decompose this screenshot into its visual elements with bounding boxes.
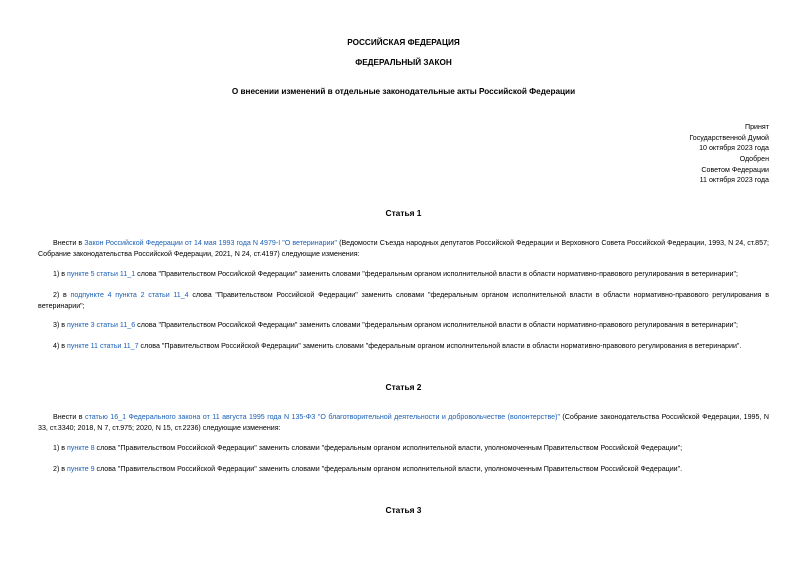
article-1-item-4 (38, 341, 769, 352)
article-3-title: Статья 3 (385, 505, 422, 515)
item-text: слова "Правительством Российской Федерации" заменить словами "федеральным органом исполнительной власти, уполномоченным Правительством Российской Федерации"; (94, 444, 683, 452)
item-link[interactable]: подпункте 4 пункта 2 статьи 11_4 (70, 291, 189, 299)
approval-line: Советом Федерации (701, 165, 769, 174)
item-text: слова "Правительством Российской Федерации" заменить словами "федеральным органом исполнительной власти в области нормативно-правового регулирования в ветеринарии"; (38, 291, 769, 311)
item-link[interactable]: пункте 8 (67, 444, 95, 452)
item-link[interactable]: пункте 5 статьи 11_1 (67, 270, 136, 278)
item-text: 2) в (53, 465, 68, 473)
item-text: 4) в (53, 342, 68, 350)
item-link[interactable]: пункте 9 (67, 465, 95, 473)
item-link[interactable]: пункте 11 статьи 11_7 (67, 342, 139, 350)
law-title: О внесении изменений в отдельные законодательные акты Российской Федерации (231, 87, 576, 96)
approval-line: Государственной Думой (689, 133, 769, 142)
item-text: 1) в (53, 444, 68, 452)
approval-line: Одобрен (739, 154, 769, 163)
article-2-intro (38, 412, 769, 435)
article-1-intro (38, 238, 769, 261)
intro-text: Внести в (53, 239, 85, 247)
law-type-heading: ФЕДЕРАЛЬНЫЙ ЗАКОН (355, 58, 452, 67)
article-1-item-3 (38, 320, 769, 331)
law-link[interactable]: Закон Российской Федерации от 14 мая 1993 года N 4979-I "О ветеринарии" (84, 239, 338, 247)
intro-text: Внести в (53, 413, 86, 421)
approval-line: 10 октября 2023 года (699, 144, 769, 153)
item-text: слова "Правительством Российской Федерации" заменить словами "федеральным органом исполнительной власти в области нормативно-правового регулирования в ветеринарии". (138, 342, 742, 350)
article-1-title: Статья 1 (385, 208, 422, 218)
item-text: 2) в (53, 291, 71, 299)
approval-line: 11 октября 2023 года (699, 176, 769, 185)
item-link[interactable]: пункте 3 статьи 11_6 (67, 321, 136, 329)
article-1-item-1 (38, 269, 769, 280)
approval-block (689, 122, 769, 186)
approval-line: Принят (744, 123, 769, 131)
item-text: слова "Правительством Российской Федерации" заменить словами "федеральным органом исполнительной власти, уполномоченным Правительством Российской Федерации". (94, 465, 683, 473)
intro-text: (Собрание законодательства Российской Федерации, 1995, N 33, ст.3340; 2018, N 7, ст.975; 2020, N 15, ст.2236) следующие изменения: (38, 413, 769, 433)
country-heading: РОССИЙСКАЯ ФЕДЕРАЦИЯ (347, 38, 460, 47)
item-text: слова "Правительством Российской Федерации" заменить словами "федеральным органом исполнительной власти в области нормативно-правового регулирования в ветеринарии"; (135, 321, 739, 329)
article-2-item-2 (38, 464, 769, 475)
item-text: 3) в (53, 321, 68, 329)
law-link[interactable]: статью 16_1 Федерального закона от 11 августа 1995 года N 135-ФЗ "О благотворительной деятельности и добровольчестве (волонтерстве)" (85, 413, 560, 421)
item-text: слова "Правительством Российской Федерации" заменить словами "федеральным органом исполнительной власти в области нормативно-правового регулирования в ветеринарии"; (135, 270, 739, 278)
article-2-item-1 (38, 443, 769, 454)
item-text: 1) в (53, 270, 68, 278)
intro-text: (Ведомости Съезда народных депутатов Российской Федерации и Верховного Совета Российской Федерации, 1993, N 24, ст.857; Собрание законодательства Российской Федерации, 2021, N 24, ст.4197) следующие изменения: (38, 239, 769, 259)
article-2-title: Статья 2 (385, 382, 422, 392)
article-1-item-2 (38, 290, 769, 313)
